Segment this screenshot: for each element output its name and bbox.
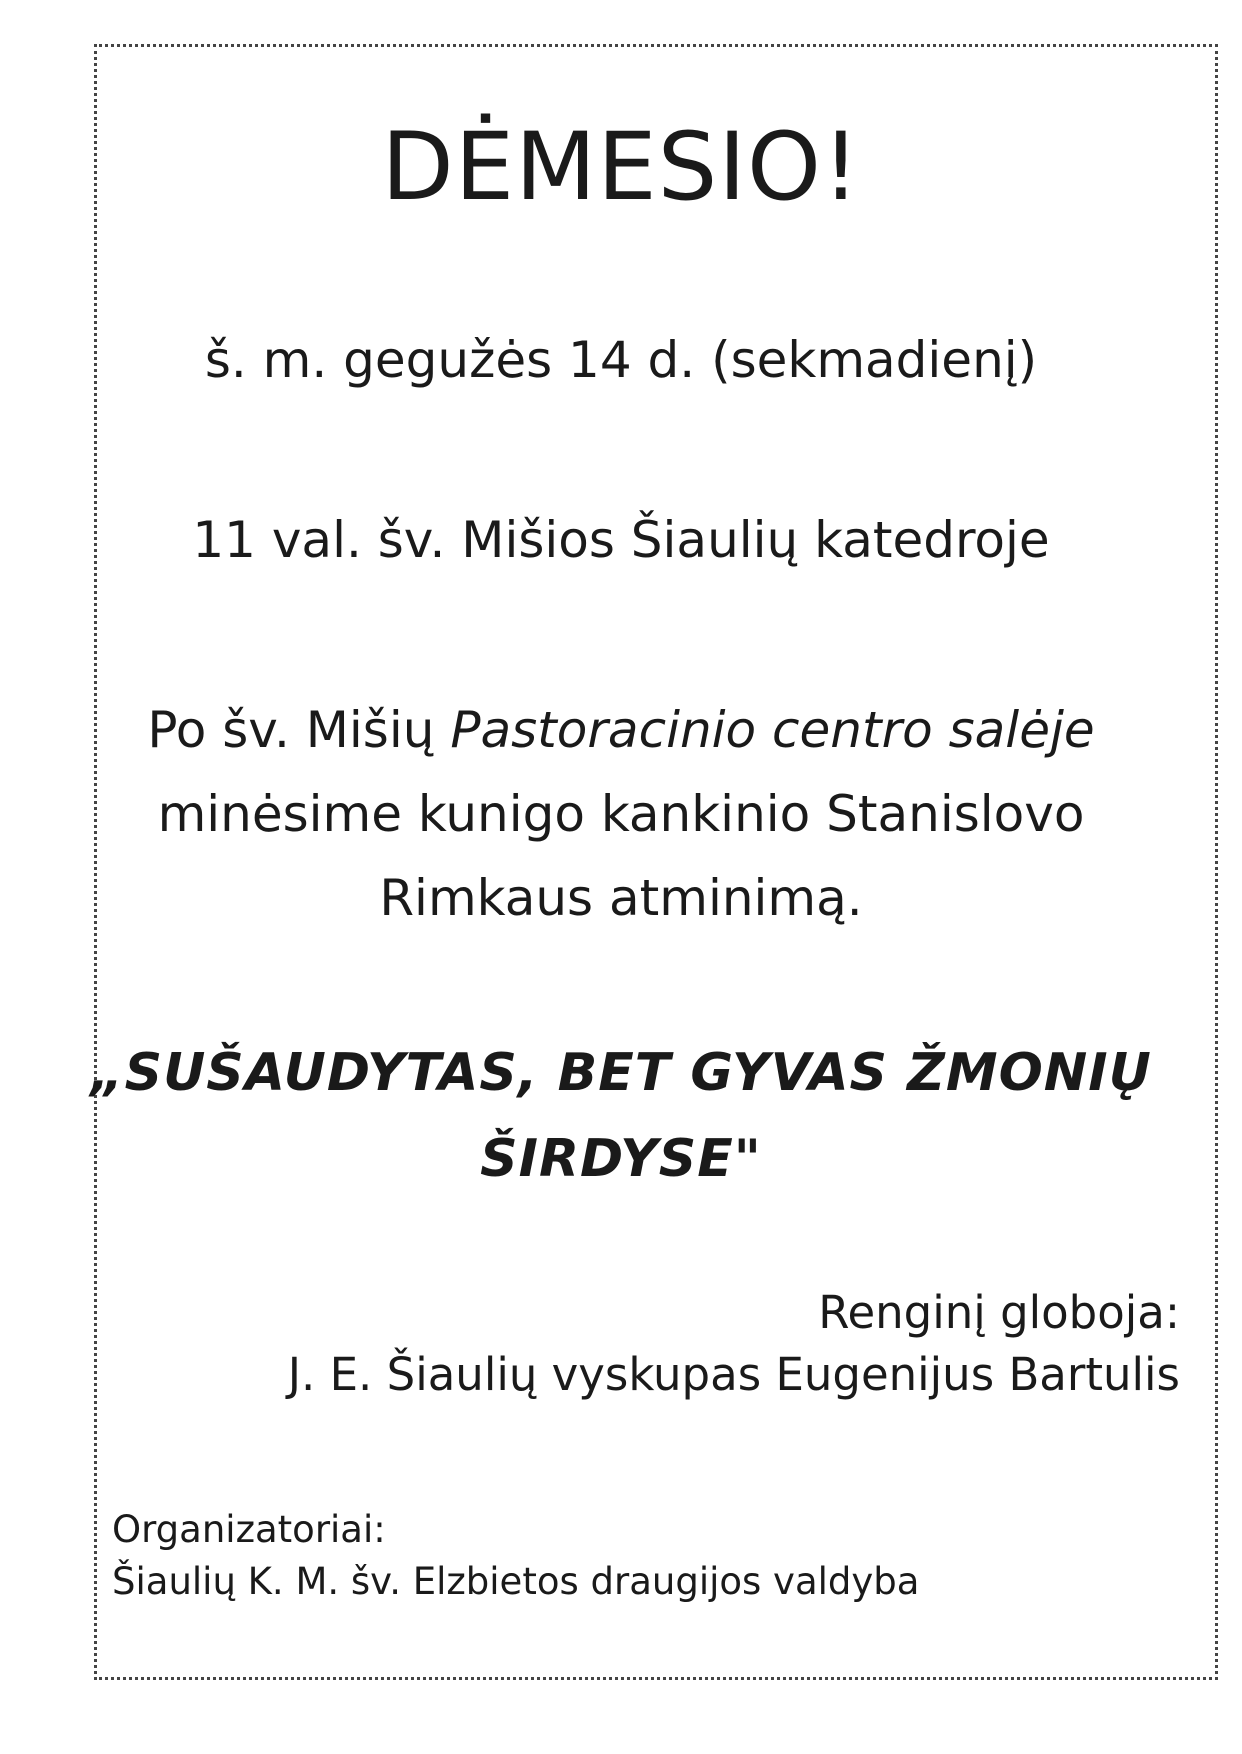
paragraph-line-3: Rimkaus atminimą.: [379, 869, 863, 927]
paragraph-intro: Po šv. Mišių: [147, 701, 451, 759]
patron-label: Renginį globoja:: [818, 1286, 1180, 1339]
slogan-line-2: ŠIRDYSE": [480, 1129, 762, 1189]
page-title: DĖMESIO!: [381, 113, 861, 222]
paragraph-line-1: [0, 688, 1242, 772]
event-date: š. m. gegužės 14 d. (sekmadienį): [204, 331, 1038, 389]
mass-info: 11 val. šv. Mišios Šiaulių katedroje: [192, 511, 1050, 569]
event-slogan: [0, 1030, 1242, 1202]
paragraph-place: Pastoracinio centro salėje: [450, 701, 1095, 759]
organizers-label: Organizatoriai:: [112, 1508, 386, 1551]
commemoration-paragraph: [0, 688, 1242, 940]
paragraph-line-2: minėsime kunigo kankinio Stanislovo: [157, 785, 1085, 843]
organizers-name: Šiaulių K. M. šv. Elzbietos draugijos valdyba: [112, 1560, 920, 1603]
slogan-line-1: „SUŠAUDYTAS, BET GYVAS ŽMONIŲ: [90, 1043, 1152, 1103]
organizers-block: [112, 1504, 919, 1608]
patron-name: J. E. Šiaulių vyskupas Eugenijus Bartulis: [287, 1348, 1180, 1401]
patron-block: [288, 1282, 1180, 1406]
